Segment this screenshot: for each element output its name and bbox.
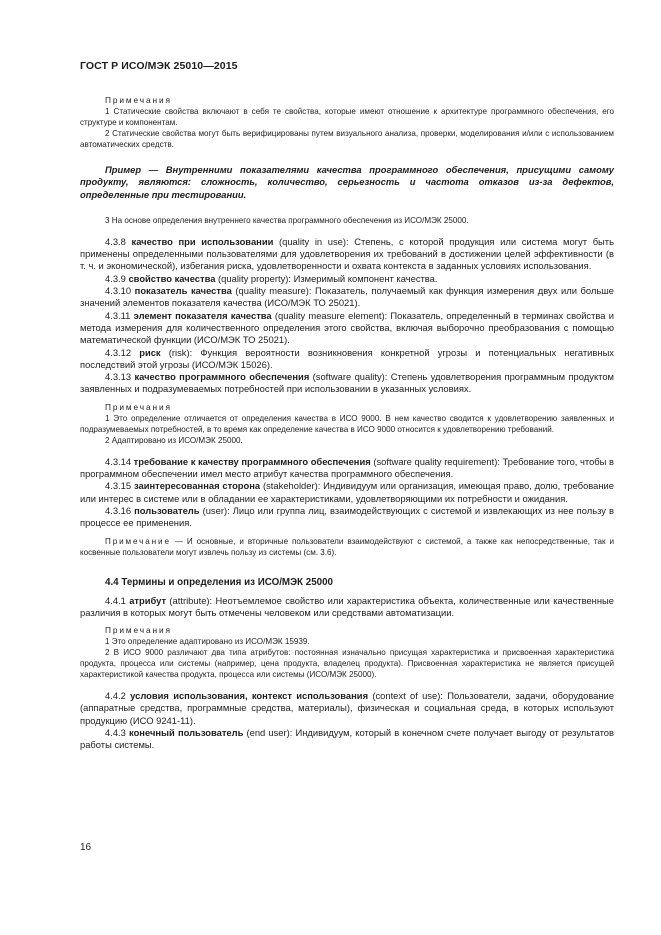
definition-4-3-16: 4.3.16 пользователь (user): Лицо или группа лиц, взаимодействующих с системой и извлекающих из нее пользу в процессе ее применения. bbox=[80, 504, 615, 529]
document-header: ГОСТ Р ИСО/МЭК 25010—2015 bbox=[80, 60, 238, 72]
term: заинтересованная сторона bbox=[133, 480, 261, 492]
term: пользователь bbox=[134, 504, 200, 516]
note-item: 2 Адаптировано из ИСО/МЭК 25000. bbox=[105, 435, 243, 445]
term: качество программного обеспечения bbox=[134, 371, 310, 383]
definition-4-3-13: 4.3.13 качество программного обеспечения (software quality): Степень удовлетворения программным продуктом заявленных и подразумеваемых потребностей при использовании в указанных условиях. bbox=[80, 371, 614, 395]
definition-4-3-15: 4.3.15 заинтересованная сторона (stakeholder): Индивидуум или организация, имеющая право, долю, требование или интерес в системе или в обладании ее характеристиками, удовлетворяющими их потребности и ожидания. bbox=[80, 480, 615, 504]
definition-4-4-1: 4.4.1 атрибут (attribute): Неотъемлемое свойство или характеристика объекта, количественные или качественные различия в которых могут быть отмечены человеком или средствами автоматизации. bbox=[80, 594, 614, 618]
definition-4-4-3: 4.4.3 конечный пользователь (end user): Индивидуум, который в конечном счете получает выгоду от результатов работы системы. bbox=[80, 727, 614, 751]
note-item: 1 Это определение адаптировано из ИСО/МЭК 15939. bbox=[105, 637, 310, 647]
note-item: 1 Статические свойства включают в себя те свойства, которые имеют отношение к архитектуре программного обеспечения, его структуре и компонентам. bbox=[80, 107, 614, 127]
example-text: Пример — Внутренними показателями качества программного обеспечения, присущими самому продукту, являются: сложность, количество, серьезность и частота отказов из-за дефектов, определенные при тестировании. bbox=[80, 164, 614, 200]
term: конечный пользователь bbox=[129, 727, 244, 739]
note-item: 1 Это определение отличается от определения качества в ИСО 9000. В нем качество сводится к удовлетворению заявленных и подразумеваемых потребностей, в то время как определение качества в ИСО 9000 относится к удовлетворению требований. bbox=[80, 413, 614, 434]
note-item: 2 В ИСО 9000 различают два типа атрибутов: постоянная изначально присущая характеристика и присвоенная характеристика продукта, процесса или системы (например, цена продукта, владелец продукта). Присвоенная характеристика не является присущей характеристикой качества продукта, процесса или системы (ИСО/МЭК 25000). bbox=[80, 648, 614, 680]
term: показатель качества bbox=[134, 285, 232, 297]
page-number: 16 bbox=[80, 842, 92, 853]
definition-4-3-11: 4.3.11 элемент показателя качества (quality measure element): Показатель, определенный в терминах свойства и метода измерения для количественного определения этого свойства, включая выборочно преобразования с помощью математической функции (ИСО/МЭК ТО 25021). bbox=[80, 309, 614, 346]
definition-4-3-14: 4.3.14 требование к качеству программного обеспечения (software quality requirement): Требование того, чтобы в программном обеспечении имел место атрибут качества программного обеспечения. bbox=[80, 455, 614, 480]
note-label: Примечание bbox=[105, 536, 171, 546]
definition-4-3-8: 4.3.8 качество при использовании (quality in use): Степень, с которой продукция или система могут быть применены определенными пользователями для удовлетворения их требований в достижении целей эффективности (в т. ч. и экономической), избегания риска, удовлетворенности и охвата контекста в заданных условиях использования. bbox=[80, 235, 614, 272]
term: риск bbox=[139, 346, 161, 358]
notes-heading: Примечания bbox=[105, 95, 172, 105]
term: качество при использовании bbox=[131, 235, 274, 247]
term: элемент показателя качества bbox=[133, 309, 272, 321]
definition-4-3-10: 4.3.10 показатель качества (quality measure): Показатель, получаемый как функция измерения двух или больше значений элементов показателя качества (ИСО/МЭК ТО 25021). bbox=[80, 285, 614, 309]
note-item: 2 Статические свойства могут быть верифицированы путем визуального анализа, проверки, моделирования и/или с использованием автоматических средств. bbox=[80, 129, 614, 149]
note-item: 3 На основе определения внутреннего качества программного обеспечения из ИСО/МЭК 25000. bbox=[105, 215, 469, 225]
page-content bbox=[80, 95, 614, 752]
term: требование к качеству программного обеспечения bbox=[133, 455, 371, 467]
term: атрибут bbox=[129, 594, 167, 606]
notes-heading: Примечания bbox=[105, 625, 172, 636]
single-note: Примечание — И основные, и вторичные пользователи взаимодействуют с системой, а также как непосредственные, так и косвенные пользователи могут извлечь пользу из системы (см. 3.6). bbox=[80, 536, 614, 557]
definition-4-3-9: 4.3.9 свойство качества (quality property): Измеримый компонент качества. bbox=[105, 272, 438, 284]
definition-4-4-2: 4.4.2 условия использования, контекст использования (context of use): Пользователи, задачи, оборудование (аппаратные средства, программные средства, материалы), физическая и социальная среда, в которых используют продукцию (ИСО 9241-11). bbox=[80, 690, 615, 726]
term: свойство качества bbox=[128, 272, 216, 284]
notes-heading: Примечания bbox=[105, 401, 172, 412]
section-heading: 4.4 Термины и определения из ИСО/МЭК 25000 bbox=[105, 576, 333, 588]
definition-4-3-12: 4.3.12 риск (risk): Функция вероятности возникновения конкретной угрозы и потенциальных негативных последствий этой угрозы (ИСО/МЭК 15026). bbox=[80, 346, 614, 370]
term: условия использования, контекст использования bbox=[130, 690, 369, 702]
